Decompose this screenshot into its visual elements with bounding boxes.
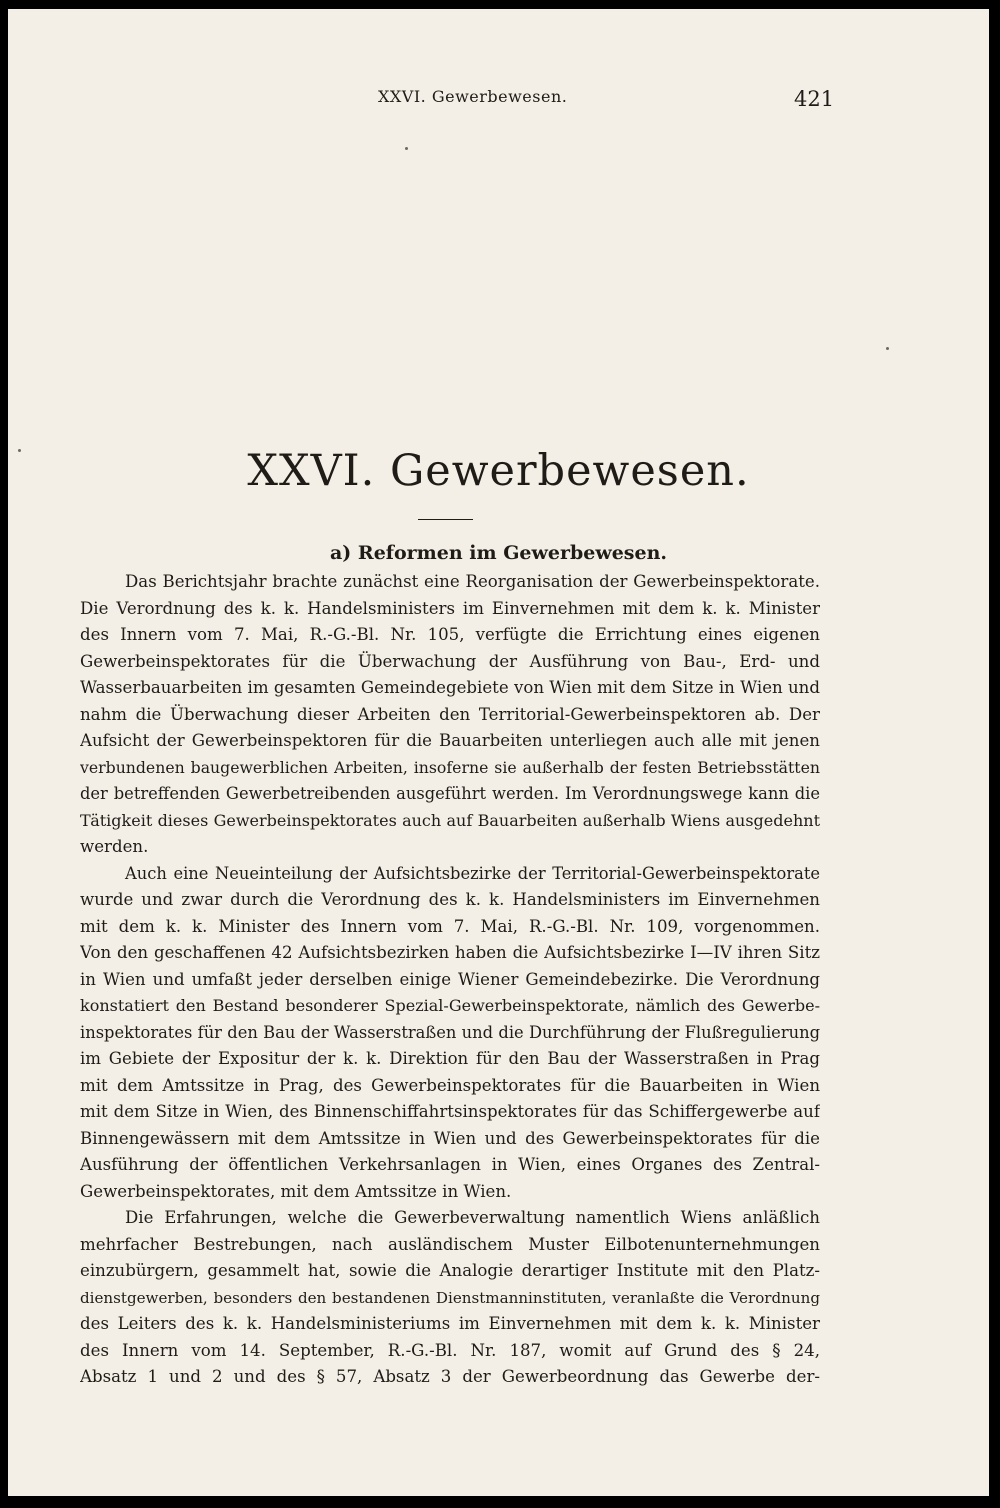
text-line: in Wien und umfaßt jeder derselben einige Wiener Gemeindebezirke. Die Verordnung — [80, 969, 820, 989]
text-line: Von den geschaffenen 42 Aufsichtsbezirken haben die Aufsichtsbezirke I—IV ihren Sitz — [80, 943, 820, 962]
print-speck — [405, 147, 408, 150]
text-line: Ausführung der öffentlichen Verkehrsanlagen in Wien, eines Organes des Zentral- — [80, 1155, 820, 1174]
text-line: der betreffenden Gewerbetreibenden ausgeführt werden. Im Verordnungswege kann die — [80, 784, 820, 803]
text-line: Binnengewässern mit dem Amtssitze in Wien und des Gewerbeinspektorates für die — [80, 1128, 820, 1148]
paragraph-2 — [80, 861, 820, 1206]
section-heading: a) Reformen im Gewerbewesen. — [329, 542, 667, 564]
text-line: mehrfacher Bestrebungen, nach ausländischem Muster Eilbotenunternehmungen — [80, 1234, 820, 1254]
text-line: Gewerbeinspektorates, mit dem Amtssitze in Wien. — [80, 1181, 512, 1201]
text-line: dienstgewerben, besonders den bestandenen Dienstmanninstituten, veranlaßte die Verordnung — [80, 1288, 820, 1307]
running-head: XXVI. Gewerbewesen. — [378, 87, 568, 106]
text-line: Aufsicht der Gewerbeinspektoren für die Bauarbeiten unterliegen auch alle mit jenen — [80, 731, 820, 750]
chapter-title: XXVI. Gewerbewesen. — [247, 446, 750, 496]
text-line: Die Verordnung des k. k. Handelsministers im Einvernehmen mit dem k. k. Minister — [80, 598, 820, 618]
paragraph-3 — [80, 1205, 820, 1391]
text-line: verbundenen baugewerblichen Arbeiten, insoferne sie außerhalb der festen Betriebsstätten — [80, 757, 820, 777]
text-line: einzubürgern, gesammelt hat, sowie die Analogie derartiger Institute mit den Platz- — [80, 1261, 820, 1280]
text-line: Die Erfahrungen, welche die Gewerbeverwaltung namentlich Wiens anläßlich — [125, 1208, 820, 1227]
text-line: wurde und zwar durch die Verordnung des k. k. Handelsministers im Einvernehmen — [80, 890, 820, 909]
text-line: mit dem Amtssitze in Prag, des Gewerbeinspektorates für die Bauarbeiten in Wien — [80, 1075, 820, 1095]
text-line: im Gebiete der Expositur der k. k. Direktion für den Bau der Wasserstraßen in Prag — [80, 1049, 820, 1068]
text-line: Auch eine Neueinteilung der Aufsichtsbezirke der Territorial-Gewerbeinspektorate — [125, 863, 820, 883]
title-divider — [418, 519, 473, 520]
page-number: 421 — [794, 87, 835, 111]
text-line: nahm die Überwachung dieser Arbeiten den Territorial-Gewerbeinspektoren ab. Der — [80, 704, 820, 724]
text-line: Gewerbeinspektorates für die Überwachung der Ausführung von Bau-, Erd- und — [80, 651, 820, 671]
text-line: des Leiters des k. k. Handelsministeriums im Einvernehmen mit dem k. k. Minister — [80, 1314, 820, 1333]
print-speck — [886, 347, 889, 350]
text-line: des Innern vom 7. Mai, R.-G.-Bl. Nr. 105, verfügte die Errichtung eines eigenen — [80, 625, 820, 644]
text-line: des Innern vom 14. September, R.-G.-Bl. Nr. 187, womit auf Grund des § 24, — [80, 1340, 820, 1360]
text-line: Absatz 1 und 2 und des § 57, Absatz 3 der Gewerbeordnung das Gewerbe der- — [80, 1367, 820, 1386]
text-line: inspektorates für den Bau der Wasserstraßen und die Durchführung der Flußregulierung — [80, 1022, 820, 1042]
text-line: mit dem k. k. Minister des Innern vom 7. Mai, R.-G.-Bl. Nr. 109, vorgenommen. — [80, 916, 820, 936]
body-text — [80, 569, 820, 1391]
text-line: Wasserbauarbeiten im gesamten Gemeindegebiete von Wien mit dem Sitze in Wien und — [80, 678, 820, 697]
text-line: konstatiert den Bestand besonderer Spezial-Gewerbeinspektorate, nämlich des Gewerbe- — [80, 996, 820, 1015]
text-line: Das Berichtsjahr brachte zunächst eine Reorganisation der Gewerbeinspektorate. — [125, 572, 820, 591]
document-page — [8, 9, 989, 1496]
text-line: mit dem Sitze in Wien, des Binnenschiffahrtsinspektorates für das Schiffergewerbe auf — [80, 1102, 820, 1121]
paragraph-1 — [80, 569, 820, 861]
text-line: Tätigkeit dieses Gewerbeinspektorates auch auf Bauarbeiten außerhalb Wiens ausgedehnt — [80, 810, 820, 830]
text-line: werden. — [80, 837, 149, 856]
